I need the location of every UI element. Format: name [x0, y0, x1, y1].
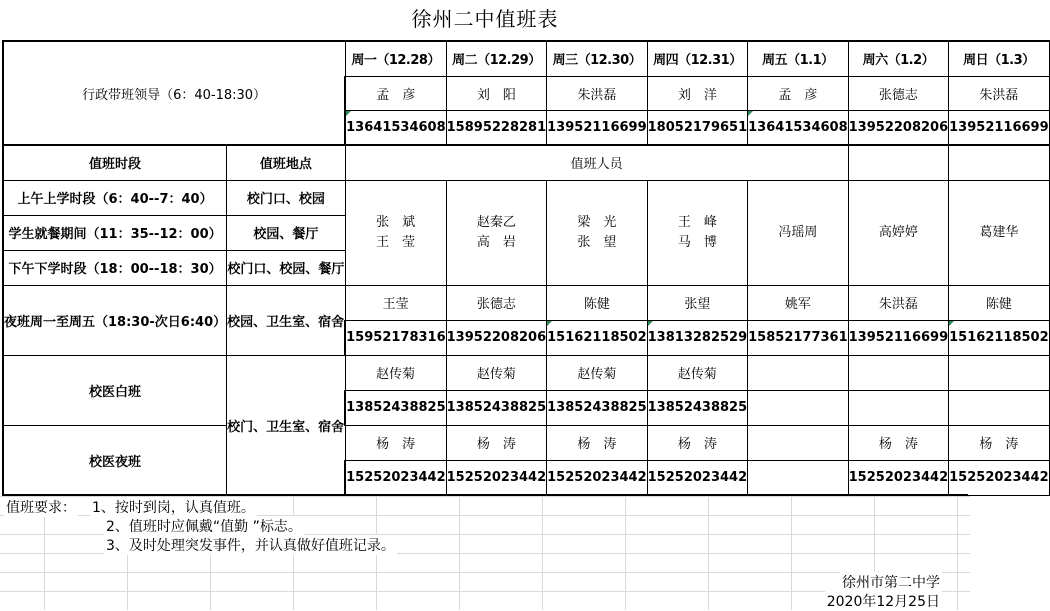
- day-header-wed: 周三（12.30）: [547, 41, 648, 76]
- duty-table: [2, 40, 1050, 496]
- day-header-mon: 周一（12.28）: [345, 41, 446, 76]
- leader-name: 刘 洋: [647, 76, 748, 110]
- leader-phone: 13641534608: [748, 110, 849, 145]
- doctor-night-phone: 15252023442: [647, 460, 748, 495]
- doctor-night-name: 杨 涛: [647, 425, 748, 460]
- day-header-thu: 周四（12.31）: [647, 41, 748, 76]
- night-phone: 13813282529: [647, 320, 748, 355]
- location-lunch: 校园、餐厅: [227, 215, 346, 250]
- leader-phone: 15895228281: [446, 110, 547, 145]
- day-staff-tue: 赵秦乙 高 岩: [446, 180, 547, 285]
- doctor-day-phone: 13852438825: [446, 390, 547, 425]
- doctor-day-name: 赵传菊: [547, 355, 648, 390]
- doctor-night-phone: 15252023442: [345, 460, 446, 495]
- signature-date: 2020年12月25日: [825, 591, 942, 611]
- night-phone: 13952116699: [848, 320, 949, 355]
- leader-name: 张德志: [848, 76, 949, 110]
- day-header-sat: 周六（1.2）: [848, 41, 949, 76]
- doctor-night-label: 校医夜班: [3, 425, 227, 495]
- leader-phone: 13952116699: [949, 110, 1050, 145]
- doctor-day-name: [748, 355, 849, 390]
- doctor-day-name: [848, 355, 949, 390]
- doctor-day-phone: 13852438825: [547, 390, 648, 425]
- header-staff: 值班人员: [345, 145, 848, 180]
- doctor-night-name: 杨 涛: [547, 425, 648, 460]
- day-staff-mon: 张 斌 王 莹: [345, 180, 446, 285]
- night-phone: 15162118502: [547, 320, 648, 355]
- location-night: 校园、卫生室、宿舍: [227, 285, 346, 355]
- period-night: 夜班周一至周五（18:30-次日6:40）: [3, 285, 227, 355]
- night-phone: 15162118502: [949, 320, 1050, 355]
- night-name: 张望: [647, 285, 748, 320]
- period-afternoon: 下午下学时段（18：00--18：30）: [3, 250, 227, 285]
- requirement-1: 1、按时到岗，认真值班。: [90, 497, 257, 517]
- night-name: 张德志: [446, 285, 547, 320]
- leader-name: 孟 彦: [748, 76, 849, 110]
- doctor-location: 校门、卫生室、宿舍: [227, 355, 346, 495]
- notes-area: [0, 496, 970, 610]
- day-header-sun: 周日（1.3）: [949, 41, 1050, 76]
- doctor-night-name: 杨 涛: [446, 425, 547, 460]
- night-name: 朱洪磊: [848, 285, 949, 320]
- doctor-day-label: 校医白班: [3, 355, 227, 425]
- night-name: 陈健: [949, 285, 1050, 320]
- doctor-night-phone: 15252023442: [949, 460, 1050, 495]
- doctor-night-name: 杨 涛: [345, 425, 446, 460]
- day-header-fri: 周五（1.1）: [748, 41, 849, 76]
- day-staff-thu: 王 峰 马 博: [647, 180, 748, 285]
- doctor-night-phone: 15252023442: [848, 460, 949, 495]
- requirements-lead: 值班要求：: [4, 497, 78, 517]
- period-lunch: 学生就餐期间（11：35--12：00）: [3, 215, 227, 250]
- leader-name: 朱洪磊: [949, 76, 1050, 110]
- night-name: 姚军: [748, 285, 849, 320]
- empty-cell: [949, 145, 1050, 180]
- doctor-night-name: 杨 涛: [949, 425, 1050, 460]
- day-staff-fri: 冯瑶周: [748, 180, 849, 285]
- night-phone: 13952208206: [446, 320, 547, 355]
- leader-label: 行政带班领导（6：40-18:30）: [3, 41, 345, 145]
- doctor-day-phone: [748, 390, 849, 425]
- day-staff-sun: 葛建华: [949, 180, 1050, 285]
- night-phone: 15952178316: [345, 320, 446, 355]
- location-morning: 校门口、校园: [227, 180, 346, 215]
- empty-cell: [848, 145, 949, 180]
- doctor-day-phone: 13852438825: [647, 390, 748, 425]
- header-location: 值班地点: [227, 145, 346, 180]
- night-name: 王莹: [345, 285, 446, 320]
- doctor-night-name: 杨 涛: [848, 425, 949, 460]
- doctor-night-phone: [748, 460, 849, 495]
- day-header-tue: 周二（12.29）: [446, 41, 547, 76]
- doctor-day-phone: [949, 390, 1050, 425]
- header-period: 值班时段: [3, 145, 227, 180]
- leader-name: 朱洪磊: [547, 76, 648, 110]
- leader-phone: 13952116699: [547, 110, 648, 145]
- location-afternoon: 校门口、校园、餐厅: [227, 250, 346, 285]
- doctor-day-name: 赵传菊: [647, 355, 748, 390]
- leader-phone: 18052179651: [647, 110, 748, 145]
- page-title: 徐州二中值班表: [411, 7, 559, 31]
- day-staff-wed: 梁 光 张 望: [547, 180, 648, 285]
- leader-phone: 13641534608: [345, 110, 446, 145]
- requirement-2: 2、值班时应佩戴“值勤 ”标志。: [104, 516, 304, 536]
- signature-org: 徐州市第二中学: [840, 572, 942, 592]
- doctor-night-phone: 15252023442: [547, 460, 648, 495]
- period-morning: 上午上学时段（6：40--7：40）: [3, 180, 227, 215]
- doctor-night-name: [748, 425, 849, 460]
- doctor-day-phone: 13852438825: [345, 390, 446, 425]
- leader-name: 刘 阳: [446, 76, 547, 110]
- requirement-3: 3、及时处理突发事件，并认真做好值班记录。: [104, 535, 397, 555]
- leader-name: 孟 彦: [345, 76, 446, 110]
- doctor-night-phone: 15252023442: [446, 460, 547, 495]
- doctor-day-name: [949, 355, 1050, 390]
- night-phone: 15852177361: [748, 320, 849, 355]
- leader-phone: 13952208206: [848, 110, 949, 145]
- day-staff-sat: 高婷婷: [848, 180, 949, 285]
- doctor-day-phone: [848, 390, 949, 425]
- doctor-day-name: 赵传菊: [345, 355, 446, 390]
- night-name: 陈健: [547, 285, 648, 320]
- doctor-day-name: 赵传菊: [446, 355, 547, 390]
